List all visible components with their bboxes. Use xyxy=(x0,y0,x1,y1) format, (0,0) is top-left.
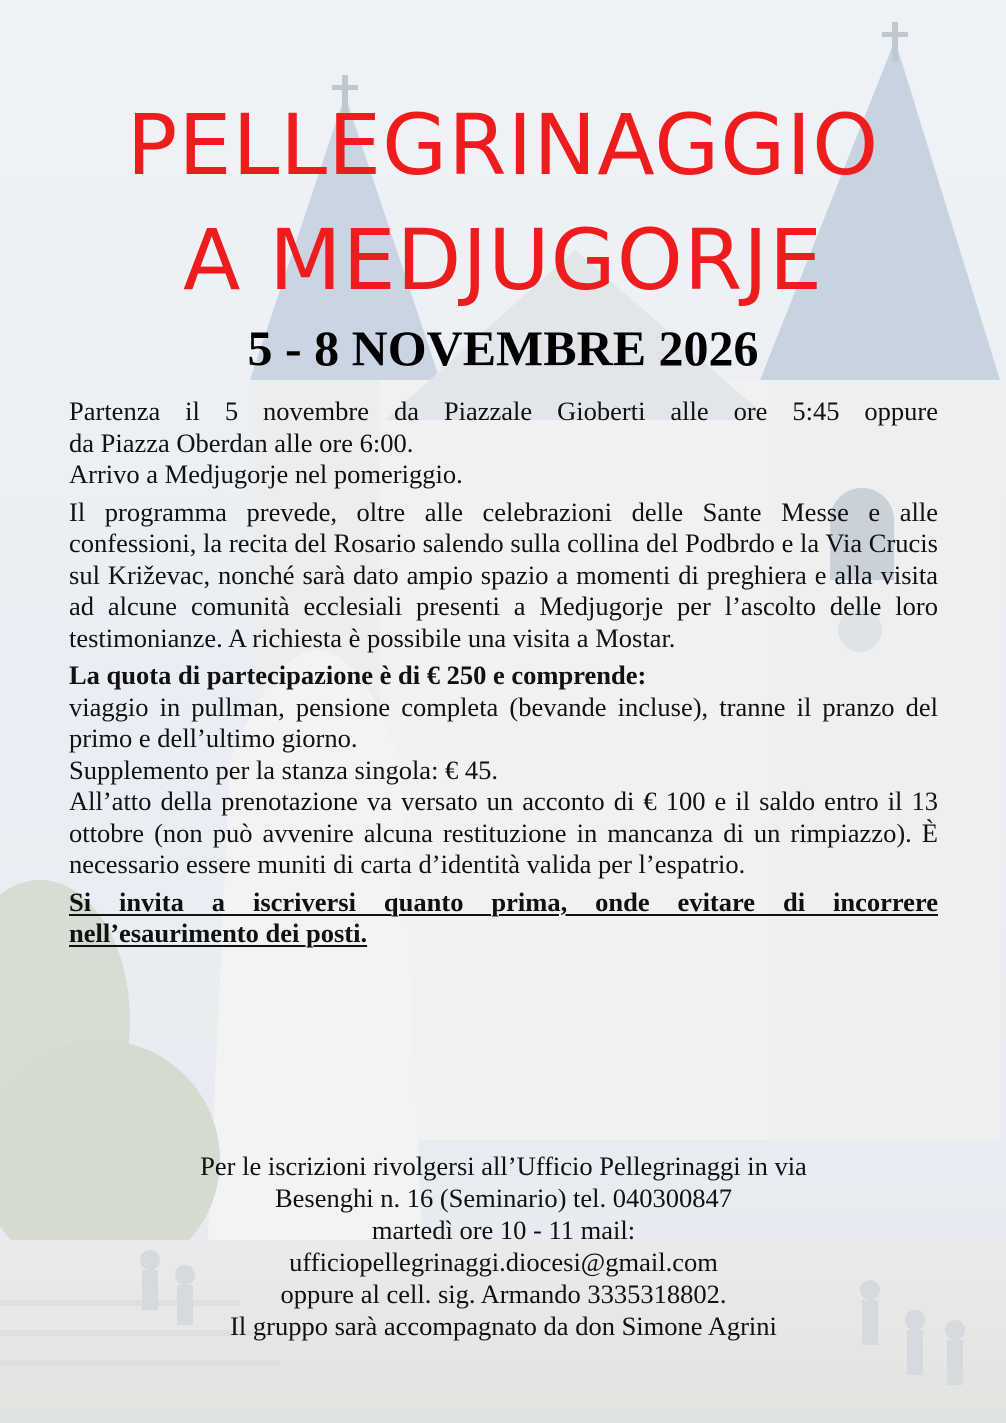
quota-details: viaggio in pullman, pensione completa (bevande incluse), tranne il pranzo del primo e dell’ultimo giorno. xyxy=(69,691,938,753)
departure-line-2: da Piazza Oberdan alle ore 6:00. xyxy=(69,427,414,458)
program-paragraph: Il programma prevede, oltre alle celebrazioni delle Sante Messe e alle confessioni, la recita del Rosario salendo sulla collina del Podbrdo e la Via Crucis sul Križevac, nonché sarà dato ampio spazio a momenti di preghiera e alla visita ad alcune comunità ecclesiali presenti a Medjugorje per l’ascolto delle loro testimonianze. A richiesta è possibile una visita a Mostar. xyxy=(69,496,938,653)
contact-email: ufficiopellegrinaggi.diocesi@gmail.com xyxy=(289,1247,718,1277)
contact-line: Besenghi n. 16 (Seminario) tel. 040300847 xyxy=(274,1183,733,1213)
arrival-text: Arrivo a Medjugorje nel pomeriggio. xyxy=(69,459,463,489)
title-line-2: A MEDJUGORJE xyxy=(182,211,824,309)
invite-notice: Si invita a iscriversi quanto prima, onde evitare di incorrere nell’esaurimento dei posti. xyxy=(69,886,938,948)
flyer-body xyxy=(69,396,938,950)
contact-line: martedì ore 10 - 11 mail: xyxy=(371,1215,636,1245)
title-line-1: PELLEGRINAGGIO xyxy=(126,96,880,194)
booking-paragraph: All’atto della prenotazione va versato un acconto di € 100 e il saldo entro il 13 ottobre (non può avvenire alcuna restituzione in mancanza di un rimpiazzo). È necessario essere muniti di carta d’identità valida per l’espatrio. xyxy=(69,786,938,879)
supplement-text: Supplemento per la stanza singola: € 45. xyxy=(69,754,499,785)
event-dates: 5 - 8 NOVEMBRE 2026 xyxy=(247,320,759,376)
contact-line: Per le iscrizioni rivolgersi all’Ufficio Pellegrinaggi in via xyxy=(200,1151,807,1181)
departure-line-1: Partenza il 5 novembre da Piazzale Gioberti alle ore 5:45 oppure xyxy=(69,396,938,426)
contact-info xyxy=(69,1150,938,1342)
contact-line: oppure al cell. sig. Armando 3335318802. xyxy=(280,1279,727,1309)
contact-line: Il gruppo sarà accompagnato da don Simone Agrini xyxy=(230,1311,777,1341)
quota-heading: La quota di partecipazione è di € 250 e comprende: xyxy=(69,660,647,690)
